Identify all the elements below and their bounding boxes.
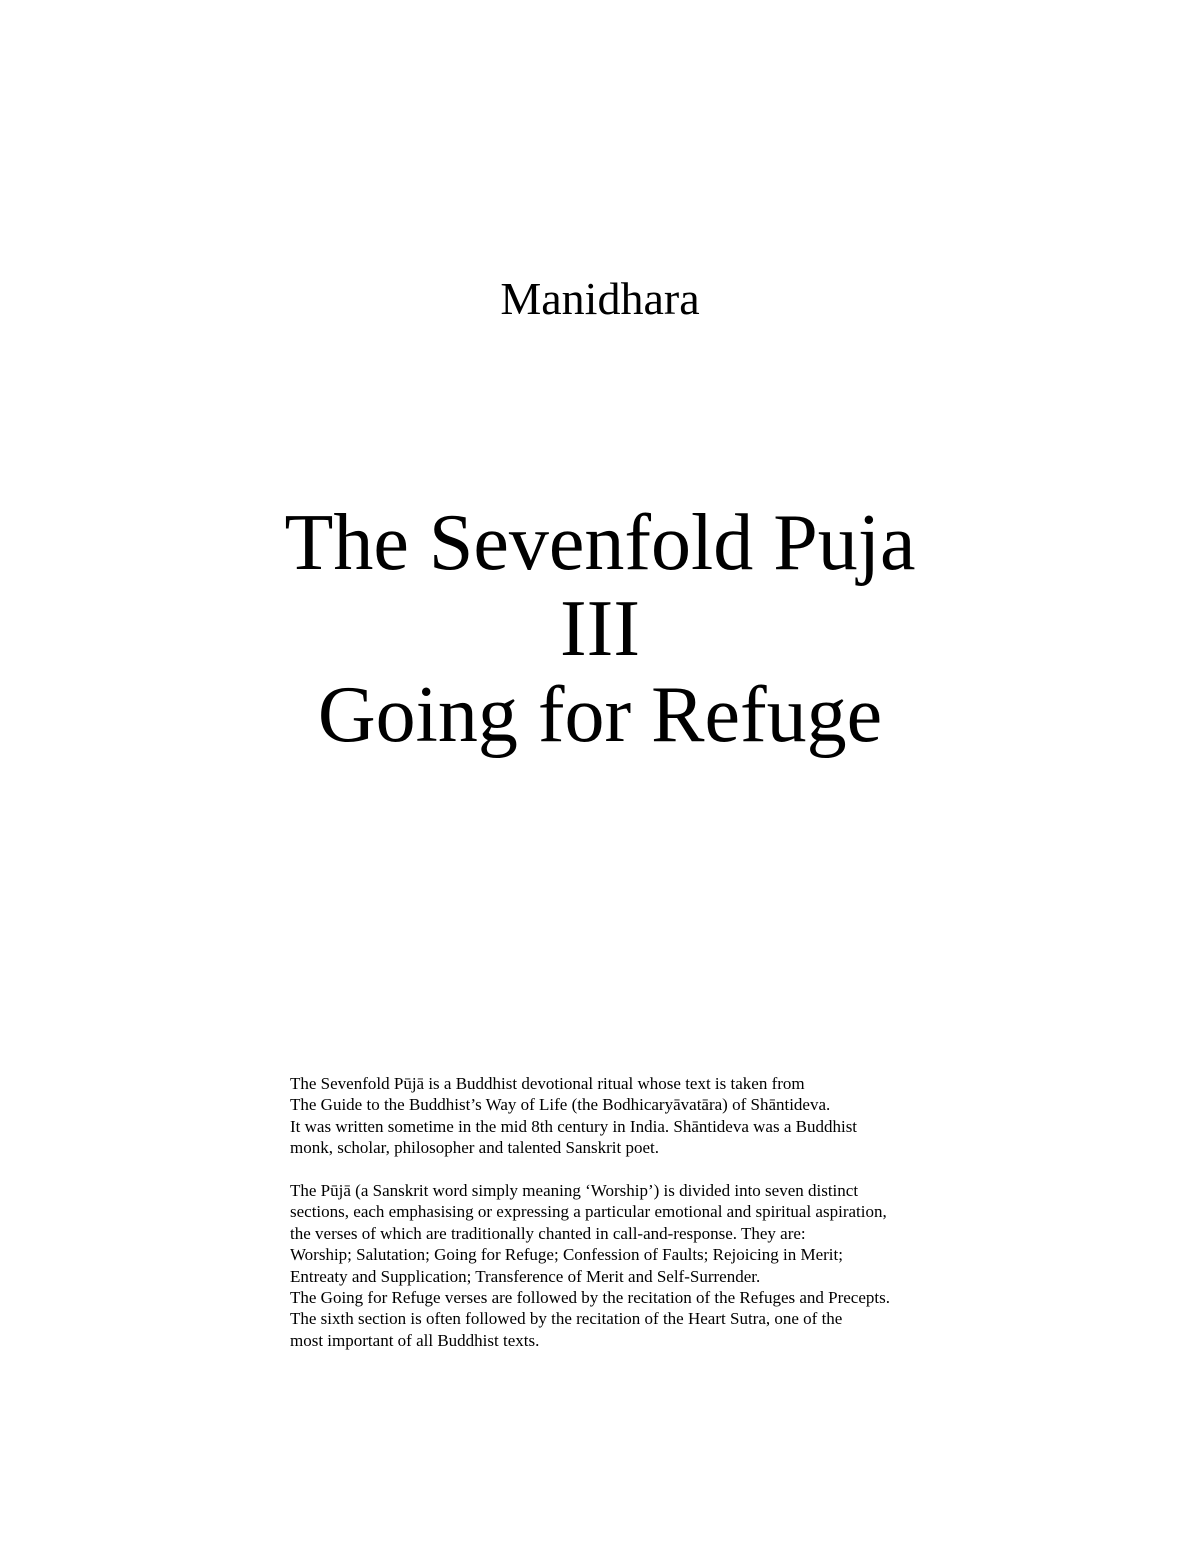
title-line-2: III (560, 585, 640, 673)
intro-paragraph-2 (290, 1180, 970, 1351)
text-line: monk, scholar, philosopher and talented Sanskrit poet. (290, 1138, 659, 1158)
text-line: sections, each emphasising or expressing a particular emotional and spiritual aspiration, (290, 1202, 887, 1222)
title-line-3: Going for Refuge (317, 671, 883, 759)
text-line: The Guide to the Buddhist’s Way of Life (the Bodhicaryāvatāra) of Shāntideva. (290, 1095, 831, 1115)
paragraph-spacer (290, 1159, 970, 1180)
text-line: the verses of which are traditionally chanted in call-and-response. They are: (290, 1223, 806, 1243)
title-line-1: The Sevenfold Puja (284, 499, 916, 587)
intro-paragraph-1 (290, 1073, 970, 1159)
intro-text (290, 1073, 970, 1351)
document-title (0, 500, 1200, 758)
text-line: The Sevenfold Pūjā is a Buddhist devotional ritual whose text is taken from (290, 1074, 805, 1093)
author-name: Manidhara (500, 273, 700, 324)
text-line: The sixth section is often followed by the recitation of the Heart Sutra, one of the (290, 1309, 843, 1329)
text-line: most important of all Buddhist texts. (290, 1330, 540, 1350)
text-line: Entreaty and Supplication; Transference of Merit and Self-Surrender. (290, 1266, 761, 1286)
text-line: The Going for Refuge verses are followed by the recitation of the Refuges and Precepts. (290, 1288, 890, 1308)
text-line: Worship; Salutation; Going for Refuge; Confession of Faults; Rejoicing in Merit; (290, 1245, 843, 1265)
text-line: It was written sometime in the mid 8th century in India. Shāntideva was a Buddhist (290, 1116, 858, 1136)
text-line: The Pūjā (a Sanskrit word simply meaning ‘Worship’) is divided into seven distinct (290, 1181, 859, 1201)
